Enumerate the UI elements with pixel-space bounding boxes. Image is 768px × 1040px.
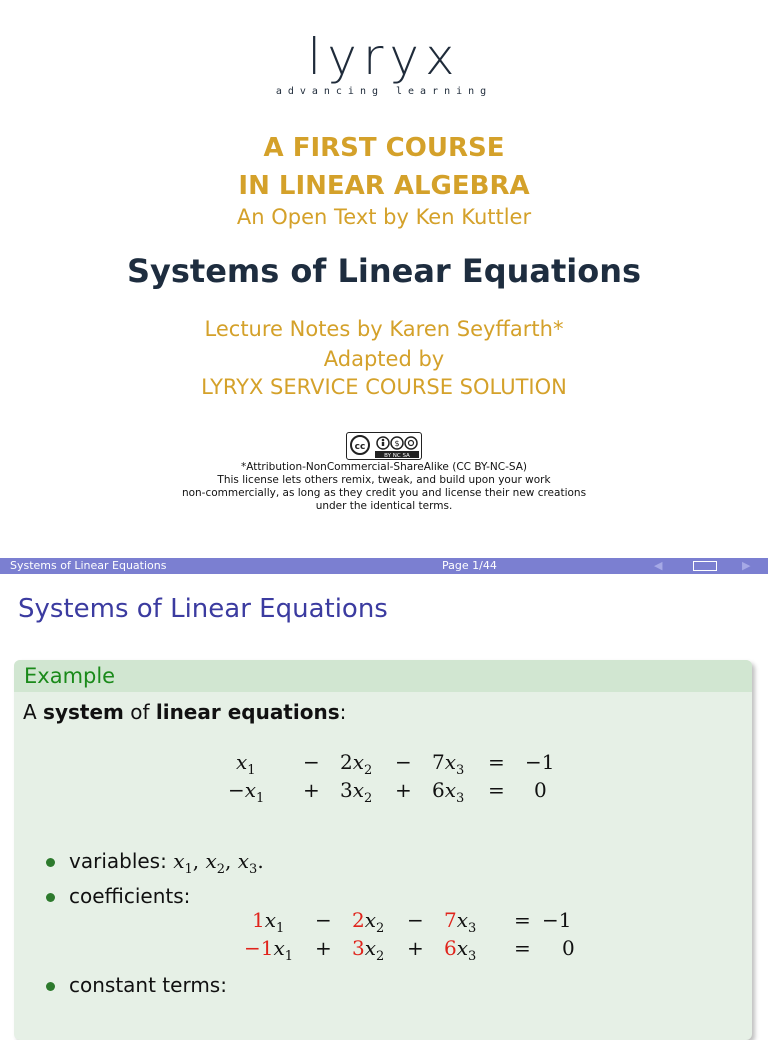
coef2-op1: + <box>315 936 332 960</box>
eq1-term3 <box>432 750 464 778</box>
eq1-rhs: −1 <box>525 750 555 774</box>
coef1-sub3: 3 <box>468 921 477 936</box>
var-x2: x <box>205 849 217 873</box>
eq2-var1: −x <box>228 778 257 802</box>
eq1-coef2: 2 <box>340 750 353 774</box>
var-x3: x <box>237 849 250 873</box>
eq2-var2: x <box>352 778 365 802</box>
slide-navbar <box>0 558 768 574</box>
coef1-term1 <box>252 908 284 936</box>
eq2-op1: + <box>303 778 320 802</box>
eq2-rhs: 0 <box>534 778 547 802</box>
triangle-right-icon[interactable]: ▶ <box>742 559 751 572</box>
cc-badge-text: BY NC SA <box>384 453 410 459</box>
lyryx-logo: lyryx <box>307 28 461 86</box>
license-text <box>0 461 768 513</box>
eq2-op2: + <box>395 778 412 802</box>
coef1-op2: − <box>407 908 424 932</box>
coef2-equals: = <box>514 936 531 960</box>
navbar-section-title[interactable]: Systems of Linear Equations <box>10 559 167 572</box>
svg-text:$: $ <box>394 439 400 448</box>
intro-of: of <box>123 700 156 724</box>
eq2-coef2: 3 <box>340 778 353 802</box>
coef1-var1: x <box>264 908 277 932</box>
bullet-coefficients: coefficients: <box>69 884 191 908</box>
course-subtitle: An Open Text by Ken Kuttler <box>236 205 532 229</box>
coef2-var2: x <box>364 936 377 960</box>
bullet-dot <box>46 982 55 991</box>
lecture-title: Systems of Linear Equations <box>126 252 642 290</box>
bullet-dot <box>46 893 55 902</box>
coef1-var2: x <box>364 908 377 932</box>
coef1-op1: − <box>315 908 332 932</box>
cc-by-nc-sa-icon <box>346 432 422 460</box>
license-line3: non-commercially, as long as they credit you and license their new creations <box>181 487 587 499</box>
eq2-coef3: 6 <box>432 778 445 802</box>
eq2-term2 <box>340 778 372 806</box>
coef2-var1: x <box>273 936 285 960</box>
credits-line3: LYRYX SERVICE COURSE SOLUTION <box>201 375 567 399</box>
eq2-equals: = <box>488 778 505 802</box>
license-line1: *Attribution-NonCommercial-ShareAlike (CC BY-NC-SA) <box>240 461 528 473</box>
coef2-op2: + <box>407 936 424 960</box>
eq2-term1 <box>228 778 264 806</box>
logo-tagline: advancing learning <box>275 86 493 97</box>
coef2-term1 <box>244 936 293 964</box>
frame-box-icon[interactable] <box>693 561 717 571</box>
eq1-op2: − <box>395 750 412 774</box>
coef1-rhs: −1 <box>542 908 572 932</box>
variables-label: variables: <box>69 849 167 873</box>
eq1-var1: x <box>236 750 248 774</box>
coef1-equals: = <box>514 908 531 932</box>
variables-list: $x_1$, $x_2$, $x_3$. <box>173 849 264 877</box>
coef2-sub1: 1 <box>284 949 294 964</box>
navbar-page-number: Page 1/44 <box>442 559 497 572</box>
coef2-sub3: 3 <box>468 949 477 964</box>
coef1-c2: 2 <box>352 908 365 932</box>
intro-sentence <box>23 700 346 724</box>
example-block-title: Example <box>14 660 752 692</box>
course-title-line2: IN LINEAR ALGEBRA <box>238 171 530 201</box>
eq2-sub3: 3 <box>456 791 465 806</box>
coef2-rhs: 0 <box>562 936 575 960</box>
license-line2: This license lets others remix, tweak, and build upon your work <box>217 474 551 486</box>
var-x1-sub: 1 <box>184 862 193 877</box>
eq2-var3: x <box>444 778 457 802</box>
coef1-sub1: 1 <box>276 921 285 936</box>
coef1-c3: 7 <box>444 908 457 932</box>
coef2-term2 <box>352 936 384 964</box>
coef2-var3: x <box>456 936 469 960</box>
coef1-sub2: 2 <box>376 921 385 936</box>
triangle-left-icon[interactable]: ◀ <box>654 559 663 572</box>
license-line4: under the identical terms. <box>315 500 453 512</box>
example-block <box>14 660 752 1040</box>
intro-system: system <box>43 700 124 724</box>
intro-linear-equations: linear equations <box>155 700 340 724</box>
coef2-sub2: 2 <box>376 949 385 964</box>
eq1-equals: = <box>488 750 505 774</box>
eq1-var2: x <box>352 750 365 774</box>
eq2-sub2: 2 <box>364 791 373 806</box>
eq1-var3: x <box>444 750 457 774</box>
bullet-variables <box>69 849 264 877</box>
intro-a: A <box>23 700 44 724</box>
course-title-line1: A FIRST COURSE <box>263 133 505 163</box>
bullet-dot <box>46 858 55 867</box>
eq1-op1: − <box>303 750 320 774</box>
eq1-coef3: 7 <box>432 750 445 774</box>
svg-text:cc: cc <box>354 442 366 452</box>
bullet-constant-terms: constant terms: <box>69 973 227 997</box>
coef1-var3: x <box>456 908 469 932</box>
coef2-c3: 6 <box>444 936 457 960</box>
coef1-term3 <box>444 908 476 936</box>
var-x3-sub: 3 <box>249 862 258 877</box>
var-x2-sub: 2 <box>216 862 226 877</box>
coef1-c1: 1 <box>252 908 265 932</box>
coef2-c1: −1 <box>244 936 274 960</box>
eq1-sub2: 2 <box>364 763 373 778</box>
eq2-sub1: 1 <box>256 791 265 806</box>
eq1-sub3: 3 <box>456 763 465 778</box>
eq1-term2 <box>340 750 372 778</box>
var-x1: x <box>173 849 185 873</box>
credits-line1: Lecture Notes by Karen Seyffarth* <box>204 317 564 341</box>
intro-colon: : <box>339 700 347 724</box>
coef2-c2: 3 <box>352 936 365 960</box>
eq2-term3 <box>432 778 464 806</box>
eq1-sub1: 1 <box>247 763 256 778</box>
frame-title: Systems of Linear Equations <box>18 594 388 624</box>
coef2-term3 <box>444 936 476 964</box>
coef1-term2 <box>352 908 384 936</box>
eq1-term1 <box>236 750 256 778</box>
credits-line2: Adapted by <box>323 347 445 371</box>
